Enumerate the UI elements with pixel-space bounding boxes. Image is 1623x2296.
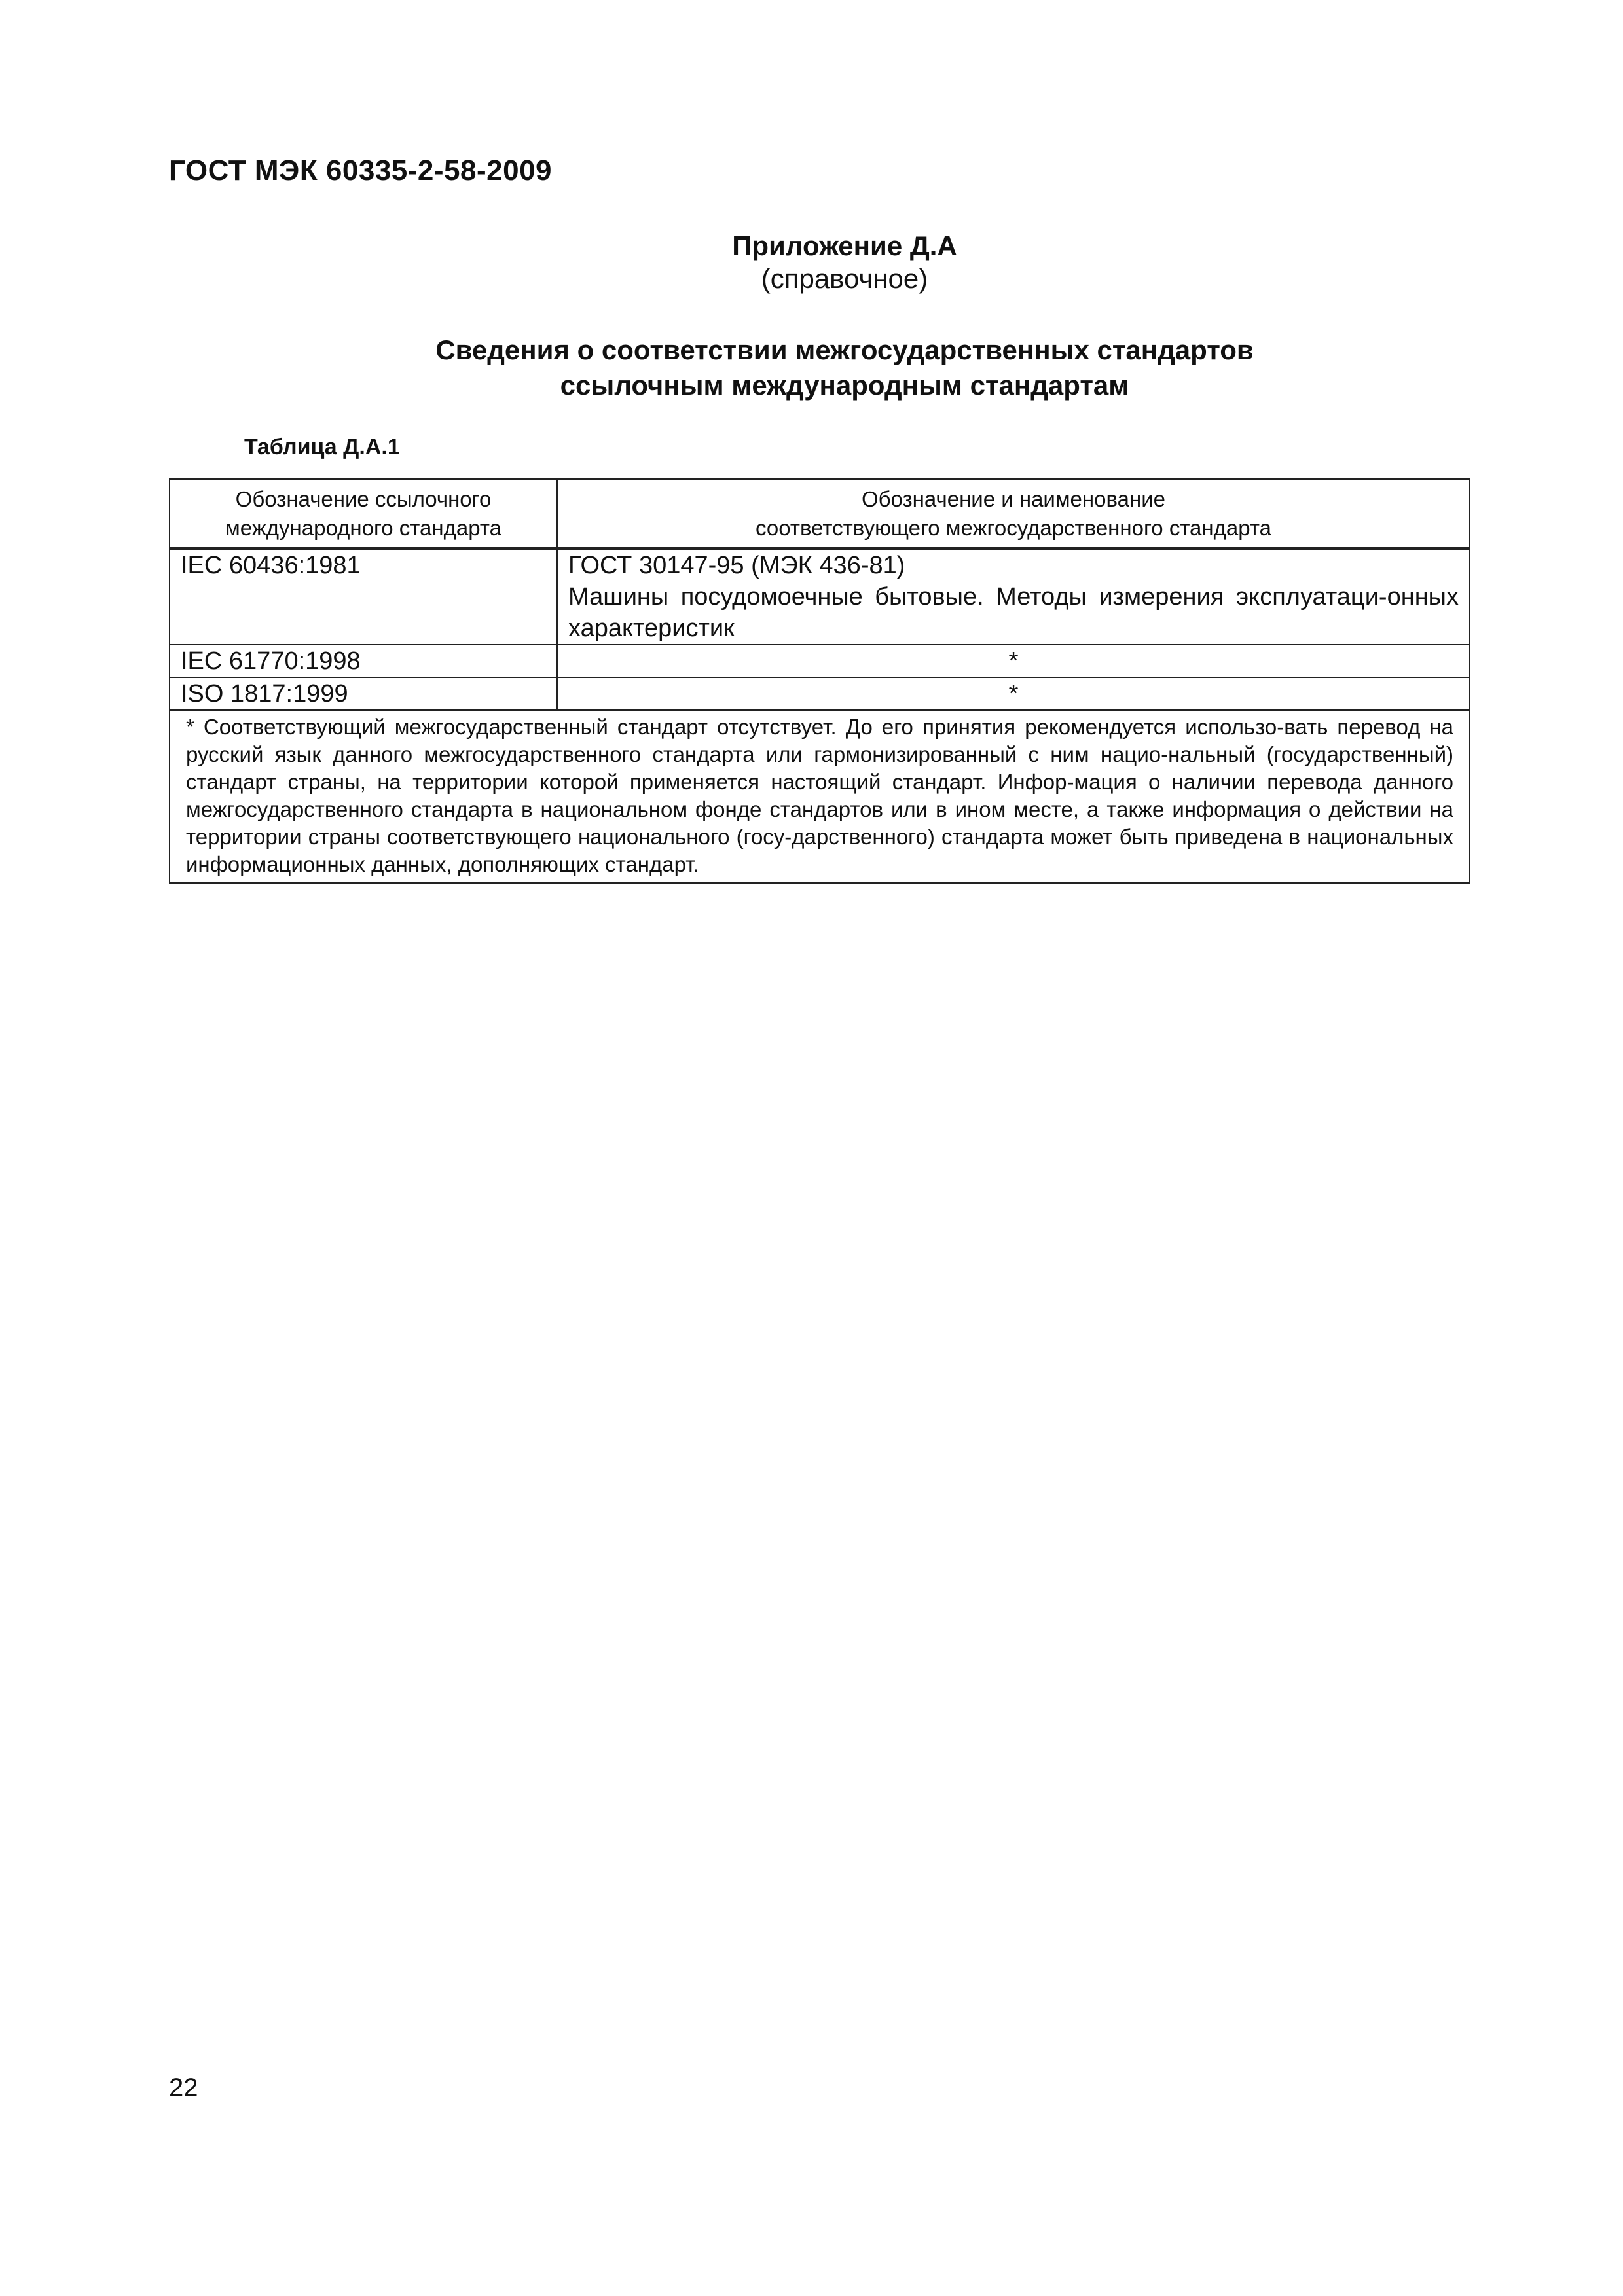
interstate-standard-cell: *	[557, 645, 1470, 677]
standards-correspondence-table	[169, 478, 1470, 884]
table-row	[170, 677, 1470, 710]
international-standard-cell: ISO 1817:1999	[170, 677, 557, 710]
annex-title: Приложение Д.А	[732, 230, 957, 261]
column-header-line: Обозначение и наименование	[861, 487, 1165, 511]
table-footnote: * Соответствующий межгосударственный стандарт отсутствует. До его принятия рекомендуется использо-вать перевод на русский язык данного межгосударственного стандарта или гармонизированный с ним нацио-нальный (государственный) стандарт страны, на территории которой применяется настоящий стандарт. Инфор-мация о наличии перевода данного межгосударственного стандарта в национальном фонде стандартов или в ином месте, а также информация о действии на территории страны соответствующего национального (госу-дарственного) стандарта может быть приведена в национальных информационных данных, дополняющих стандарт.	[170, 710, 1470, 883]
document-code: ГОСТ МЭК 60335-2-58-2009	[169, 154, 553, 187]
annex-kind: (справочное)	[761, 263, 928, 294]
column-header-line: Обозначение ссылочного	[235, 487, 492, 511]
annex-heading	[314, 332, 1375, 403]
interstate-standard-cell	[557, 548, 1470, 645]
column-header-line: международного стандарта	[225, 516, 501, 540]
page-number: 22	[169, 2073, 198, 2102]
table-footnote-row	[170, 710, 1470, 883]
annex-heading-line-1: Сведения о соответствии межгосударственных стандартов	[435, 334, 1254, 365]
table-header-row	[170, 479, 1470, 548]
column-header-international	[170, 479, 557, 548]
interstate-standard-title: Машины посудомоечные бытовые. Методы измерения эксплуатаци-онных характеристик	[568, 583, 1459, 642]
table-row	[170, 645, 1470, 677]
international-standard-cell: IEC 61770:1998	[170, 645, 557, 677]
international-standard-cell: IEC 60436:1981	[170, 548, 557, 645]
interstate-standard-cell: *	[557, 677, 1470, 710]
table-row	[170, 548, 1470, 645]
column-header-interstate	[557, 479, 1470, 548]
column-header-line: соответствующего межгосударственного стандарта	[756, 516, 1271, 540]
interstate-standard-code: ГОСТ 30147-95 (МЭК 436-81)	[568, 552, 905, 579]
annex-heading-line-2: ссылочным международным стандартам	[560, 370, 1129, 401]
table-caption: Таблица Д.А.1	[244, 435, 400, 459]
